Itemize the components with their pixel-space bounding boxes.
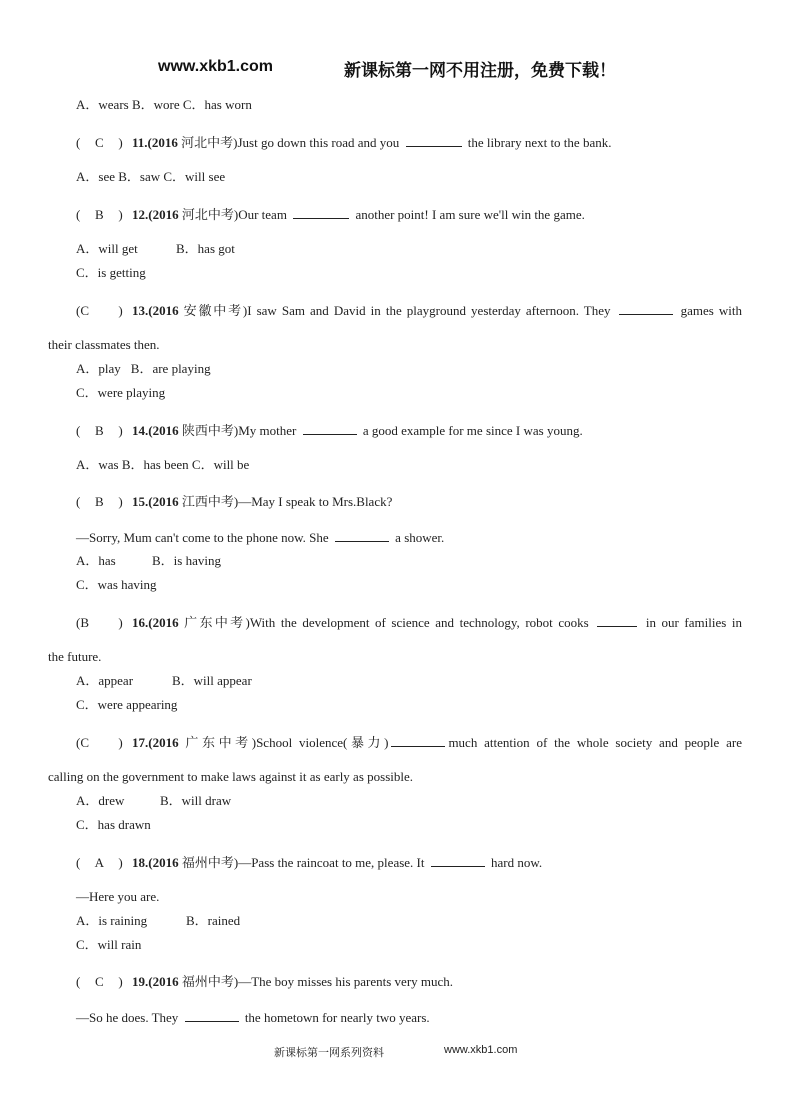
answer-text: B: [95, 494, 104, 509]
question-number: 18.(2016: [132, 855, 179, 870]
question-number: 17.(2016: [132, 735, 179, 750]
page-header: [0, 54, 790, 80]
header-slogan: 新课标第一网不用注册，免费下载！: [344, 61, 616, 80]
answer-blank: [391, 734, 445, 747]
question-19: ( C ) 19.(2016 福州中考)—The boy misses his parents very much.: [76, 974, 454, 989]
footer-left: 新课标第一网系列资料: [274, 1047, 384, 1059]
answer-blank: [303, 422, 357, 435]
options-16: [76, 673, 262, 689]
question-number: 14.(2016: [132, 423, 179, 438]
question-stem: I saw Sam and David in the playground yesterday afternoon. They: [247, 303, 611, 318]
answer-blank: [335, 529, 389, 542]
answer-paren: ( B ): [76, 423, 123, 438]
option-c-16: C．were appearing: [76, 697, 178, 712]
option-a: A．has: [76, 553, 116, 568]
answer-blank: [619, 302, 673, 315]
reply-stem: —Sorry, Mum can't come to the phone now. She: [76, 530, 329, 545]
question-source: 陕西中考: [181, 423, 234, 438]
option-b: B．will appear: [172, 673, 252, 688]
question-stem: —Pass the raincoat to me, please. It: [238, 855, 425, 870]
option-c-18: C．will rain: [76, 937, 142, 952]
answer-paren: ( C ): [76, 974, 123, 989]
reply-stem: —So he does. They: [76, 1010, 179, 1025]
question-17-continuation: calling on the government to make laws against it as early as possible.: [48, 769, 413, 784]
answer-paren: ( A ): [76, 855, 123, 870]
question-source: 广东中考: [185, 735, 252, 750]
option-a: A．drew: [76, 793, 125, 808]
question-stem: Our team: [238, 207, 287, 222]
question-stem: My mother: [238, 423, 297, 438]
question-number: 11.(2016: [132, 135, 178, 150]
option-a: A．will get: [76, 241, 138, 256]
question-source: 福州中考: [181, 974, 234, 989]
answer-paren: ( C ): [76, 135, 123, 150]
question-stem-end: hard now.: [490, 855, 543, 870]
question-14: ( B ) 14.(2016 陕西中考)My mother a good example for me since I was young.: [76, 423, 583, 438]
question-source: 安徽中考: [183, 303, 243, 318]
question-stem-end: in our families in: [645, 615, 742, 630]
answer-text: C: [95, 135, 104, 150]
footer-right: www.xkb1.com: [444, 1044, 518, 1056]
options-12: [76, 241, 245, 257]
question-number: 12.(2016: [132, 207, 179, 222]
question-stem: Just go down this road and you: [237, 135, 400, 150]
options-15: [76, 553, 231, 569]
question-stem: —May I speak to Mrs.Black?: [238, 494, 393, 509]
answer-blank: [293, 206, 349, 219]
question-stem-end: games with: [680, 303, 743, 318]
top-options: A．wears B．wore C．has worn: [76, 97, 252, 112]
answer-blank: [185, 1009, 239, 1022]
question-13: (C ) 13.(2016 安徽中考)I saw Sam and David in the playground yesterday afternoon. They games with: [76, 303, 743, 318]
option-a: A．play: [76, 361, 121, 376]
answer-paren: (C ): [76, 303, 123, 318]
answer-text: C: [80, 735, 90, 750]
option-b: B．has got: [176, 241, 235, 256]
option-a: A．appear: [76, 673, 134, 688]
option-b: B．are playing: [130, 361, 211, 376]
option-c-15: C．was having: [76, 577, 157, 592]
reply-stem-end: a shower.: [395, 530, 445, 545]
answer-paren: ( B ): [76, 207, 123, 222]
options-17: [76, 793, 241, 809]
answer-text: A: [94, 855, 105, 870]
answer-text: B: [95, 423, 104, 438]
answer-paren: (C ): [76, 735, 123, 750]
question-stem: With the development of science and technology, robot cooks: [249, 615, 589, 630]
options-11: A．see B．saw C．will see: [76, 169, 226, 184]
question-18-reply: —Here you are.: [76, 889, 160, 904]
answer-paren: (B ): [76, 615, 123, 630]
question-15-reply: [76, 529, 444, 546]
answer-text: B: [80, 615, 90, 630]
option-c-12: C．is getting: [76, 265, 146, 280]
question-13-continuation: their classmates then.: [48, 337, 160, 352]
answer-blank: [597, 614, 637, 627]
answer-text: C: [80, 303, 90, 318]
question-stem: School violence(暴力): [256, 735, 389, 750]
question-source: 河北中考: [181, 207, 234, 222]
answer-paren: ( B ): [76, 494, 123, 509]
answer-text: B: [95, 207, 104, 222]
option-b: B．rained: [186, 913, 241, 928]
question-16-continuation: the future.: [48, 649, 102, 664]
answer-blank: [431, 854, 485, 867]
question-15: ( B ) 15.(2016 江西中考)—May I speak to Mrs.Black?: [76, 494, 393, 509]
answer-blank: [406, 134, 462, 147]
question-12: ( B ) 12.(2016 河北中考)Our team another point! I am sure we'll win the game.: [76, 207, 585, 222]
question-source: 江西中考: [181, 494, 234, 509]
option-b: B．is having: [152, 553, 221, 568]
options-14: A．was B．has been C．will be: [76, 457, 250, 472]
question-number: 15.(2016: [132, 494, 179, 509]
options-18: [76, 913, 250, 929]
question-19-reply: [76, 1009, 430, 1026]
question-stem: —The boy misses his parents very much.: [238, 974, 454, 989]
question-number: 16.(2016: [132, 615, 179, 630]
option-c-13: C．were playing: [76, 385, 166, 400]
question-source: 广东中考: [184, 615, 246, 630]
option-b: B．will draw: [160, 793, 232, 808]
question-source: 福州中考: [181, 855, 234, 870]
option-c-17: C．has drawn: [76, 817, 151, 832]
question-stem-end: much attention of the whole society and people are: [448, 735, 742, 750]
options-13: [76, 361, 221, 377]
option-a: A．is raining: [76, 913, 148, 928]
reply-stem-end: the hometown for nearly two years.: [244, 1010, 430, 1025]
answer-text: C: [95, 974, 104, 989]
question-11: ( C ) 11.(2016 河北中考)Just go down this road and you the library next to the bank.: [76, 135, 612, 150]
question-number: 13.(2016: [132, 303, 179, 318]
question-stem-end: the library next to the bank.: [467, 135, 612, 150]
question-number: 19.(2016: [132, 974, 179, 989]
question-16: (B ) 16.(2016 广东中考)With the development of science and technology, robot cooks in our families in: [76, 615, 742, 630]
header-site: www.xkb1.com: [158, 58, 273, 75]
question-17: (C ) 17.(2016 广东中考)School violence(暴力) much attention of the whole society and people are: [76, 735, 742, 750]
question-18: ( A ) 18.(2016 福州中考)—Pass the raincoat to me, please. It hard now.: [76, 855, 543, 870]
question-stem-end: a good example for me since I was young.: [362, 423, 583, 438]
question-stem-end: another point! I am sure we'll win the game.: [355, 207, 585, 222]
question-source: 河北中考: [181, 135, 234, 150]
